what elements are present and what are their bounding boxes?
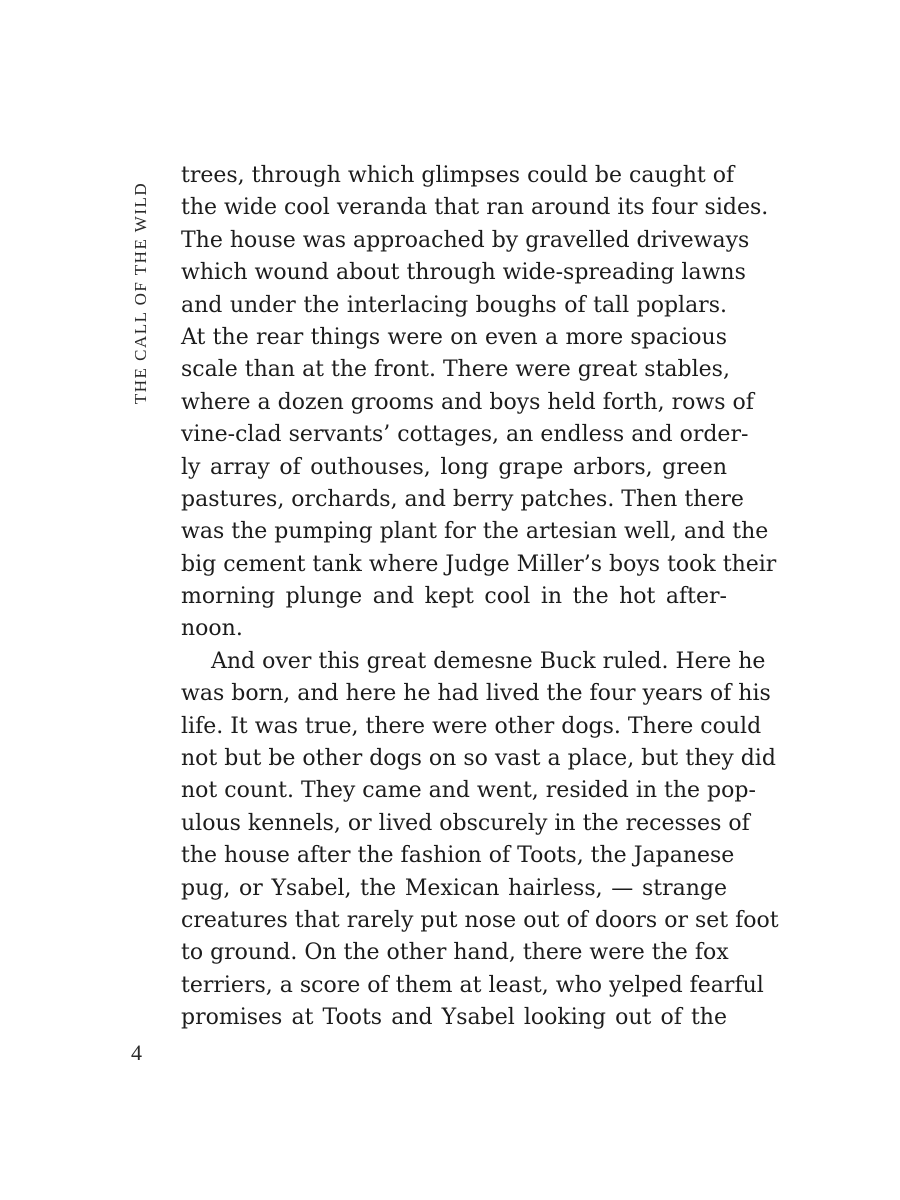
text-line: was born, and here he had lived the four years of his bbox=[181, 681, 771, 707]
text-line: the house after the fashion of Toots, the Japanese bbox=[181, 843, 735, 869]
text-line: ulous kennels, or lived obscurely in the recesses of bbox=[181, 810, 750, 836]
text-line: not count. They came and went, resided in the pop- bbox=[181, 778, 756, 804]
text-line: the wide cool veranda that ran around its four sides. bbox=[181, 195, 769, 221]
text-line: scale than at the front. There were great stables, bbox=[181, 357, 730, 383]
text-line: which wound about through wide-spreading lawns bbox=[181, 260, 746, 286]
text-line: morning plunge and kept cool in the hot after- bbox=[181, 584, 727, 610]
running-head bbox=[127, 165, 155, 420]
text-line: ly array of outhouses, long grape arbors, green bbox=[181, 454, 727, 480]
text-line: The house was approached by gravelled driveways bbox=[181, 227, 750, 253]
text-line: creatures that rarely put nose out of doors or set foot bbox=[181, 907, 779, 933]
running-head-text: THE CALL OF THE WILD bbox=[131, 181, 150, 404]
text-line: At the rear things were on even a more spacious bbox=[181, 324, 727, 350]
text-line: trees, through which glimpses could be caught of bbox=[181, 163, 735, 188]
text-line: where a dozen grooms and boys held forth, rows of bbox=[181, 389, 754, 415]
text-line: vine-clad servants’ cottages, an endless and order- bbox=[181, 422, 749, 448]
body-text bbox=[181, 160, 779, 1035]
text-line: And over this great demesne Buck ruled. Here he bbox=[211, 648, 766, 674]
text-line: was the pumping plant for the artesian well, and the bbox=[181, 519, 769, 545]
text-line: noon. bbox=[181, 616, 243, 642]
text-line: pastures, orchards, and berry patches. Then there bbox=[181, 486, 744, 512]
text-line: to ground. On the other hand, there were the fox bbox=[181, 940, 729, 966]
text-line: pug, or Ysabel, the Mexican hairless, — strange bbox=[181, 875, 727, 901]
paragraph-1 bbox=[181, 160, 777, 646]
text-line: big cement tank where Judge Miller’s boys took their bbox=[181, 551, 777, 577]
paragraph-2 bbox=[181, 646, 779, 1035]
text-line: promises at Toots and Ysabel looking out of the bbox=[181, 1005, 727, 1031]
text-line: terriers, a score of them at least, who yelped fearful bbox=[181, 972, 764, 998]
text-line: not but be other dogs on so vast a place, but they did bbox=[181, 746, 776, 772]
page-number: 4 bbox=[131, 1040, 142, 1065]
text-line: life. It was true, there were other dogs. There could bbox=[181, 713, 762, 739]
text-line: and under the interlacing boughs of tall poplars. bbox=[181, 292, 727, 318]
